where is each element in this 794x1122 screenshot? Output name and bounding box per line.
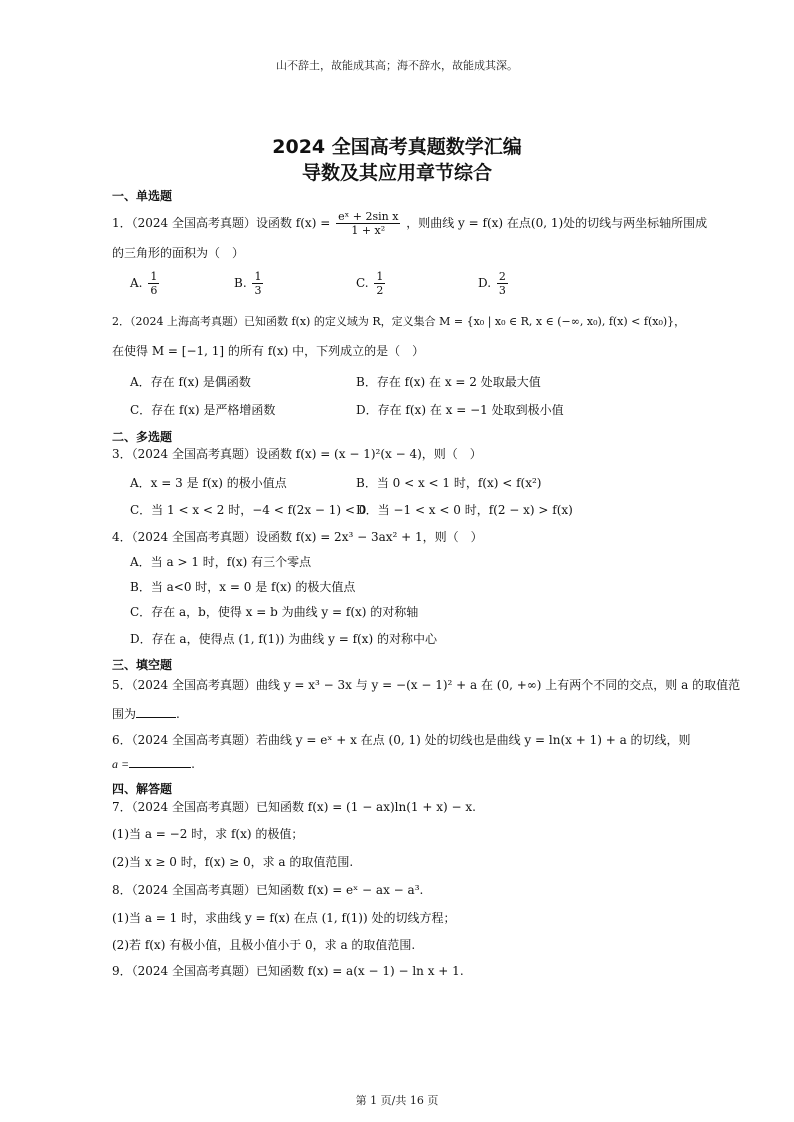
section-heading-fill-blank: 三、填空题 xyxy=(112,658,173,672)
question-1-option-c: C. $\frac{1}{2}$ xyxy=(356,270,384,297)
question-2-stem-cont: 在使得 M = [−1, 1] 的所有 f(x) 中，下列成立的是（ ） xyxy=(112,344,425,358)
question-4-option-a: A．当 a > 1 时，f(x) 有三个零点 xyxy=(130,555,312,569)
question-1-option-b: B. $\frac{1}{3}$ xyxy=(234,270,262,297)
question-1-option-a: A. $\frac{1}{6}$ xyxy=(130,270,158,297)
question-7-part-1: (1)当 a = −2 时，求 f(x) 的极值； xyxy=(112,827,304,841)
question-1-stem: 1．（2024 全国高考真题）设函数 f(x) = $\frac{\text{eˣ + 2sin x}}{\text{1 + x²}}$ ，则曲线 y = f(x) 在点(0, 1)处的切线与两坐标轴所围成 xyxy=(112,210,708,237)
question-3-option-c: C．当 1 < x < 2 时，−4 < f(2x − 1) < 0 xyxy=(130,503,367,517)
question-1-option-d: D. $\frac{2}{3}$ xyxy=(478,270,506,297)
question-6-stem-cont: a = . xyxy=(112,757,195,771)
question-4-option-b: B．当 a<0 时，x = 0 是 f(x) 的极大值点 xyxy=(130,580,356,594)
question-8-part-1: (1)当 a = 1 时，求曲线 y = f(x) 在点 (1, f(1)) 处的切线方程； xyxy=(112,911,456,925)
doc-subtitle: 导数及其应用章节综合 xyxy=(301,162,492,184)
question-1-stem-cont: 的三角形的面积为（ ） xyxy=(112,246,245,260)
question-2-option-a: A．存在 f(x) 是偶函数 xyxy=(130,375,251,389)
answer-blank[interactable] xyxy=(129,757,191,768)
question-3-option-a: A．x = 3 是 f(x) 的极小值点 xyxy=(130,476,287,490)
page-header-motto: 山不辞土，故能成其高；海不辞水，故能成其深。 xyxy=(276,59,518,72)
question-9-stem: 9．（2024 全国高考真题）已知函数 f(x) = a(x − 1) − ln x + 1. xyxy=(112,964,464,978)
question-7-stem: 7．（2024 全国高考真题）已知函数 f(x) = (1 − ax)ln(1 + x) − x. xyxy=(112,800,476,814)
question-4-option-c: C．存在 a，b，使得 x = b 为曲线 y = f(x) 的对称轴 xyxy=(130,605,419,619)
question-3-option-b: B．当 0 < x < 1 时，f(x) < f(x²) xyxy=(356,476,542,490)
doc-title: 2024 全国高考真题数学汇编 xyxy=(272,136,522,158)
section-heading-multi-choice: 二、多选题 xyxy=(112,430,173,444)
question-2-stem: 2．（2024 上海高考真题）已知函数 f(x) 的定义域为 R，定义集合 M = {x₀ | x₀ ∈ R, x ∈ (−∞, x₀), f(x) < f(x₀)}， xyxy=(112,315,686,328)
section-heading-single-choice: 一、单选题 xyxy=(112,189,173,203)
question-5-stem-cont: 围为 . xyxy=(112,707,180,721)
question-2-option-c: C．存在 f(x) 是严格增函数 xyxy=(130,403,276,417)
section-heading-solution: 四、解答题 xyxy=(112,782,173,796)
question-1-fraction: $\frac{\text{eˣ + 2sin x}}{\text{1 + x²}}$ xyxy=(338,210,399,237)
question-6-stem: 6．（2024 全国高考真题）若曲线 y = eˣ + x 在点 (0, 1) 处的切线也是曲线 y = ln(x + 1) + a 的切线，则 xyxy=(112,733,691,747)
question-8-part-2: (2)若 f(x) 有极小值，且极小值小于 0，求 a 的取值范围. xyxy=(112,938,416,952)
question-3-option-d: D．当 −1 < x < 0 时，f(2 − x) > f(x) xyxy=(356,503,573,517)
question-7-part-2: (2)当 x ≥ 0 时，f(x) ≥ 0，求 a 的取值范围. xyxy=(112,855,354,869)
question-2-option-d: D．存在 f(x) 在 x = −1 处取到极小值 xyxy=(356,403,564,417)
question-4-option-d: D．存在 a，使得点 (1, f(1)) 为曲线 y = f(x) 的对称中心 xyxy=(130,632,437,646)
question-2-option-b: B．存在 f(x) 在 x = 2 处取最大值 xyxy=(356,375,541,389)
question-4-stem: 4．（2024 全国高考真题）设函数 f(x) = 2x³ − 3ax² + 1，则（ ） xyxy=(112,530,483,544)
question-3-stem: 3．（2024 全国高考真题）设函数 f(x) = (x − 1)²(x − 4)，则（ ） xyxy=(112,447,482,461)
answer-blank[interactable] xyxy=(136,707,176,718)
page-footer-number: 第 1 页/共 16 页 xyxy=(355,1094,439,1107)
question-5-stem: 5．（2024 全国高考真题）曲线 y = x³ − 3x 与 y = −(x − 1)² + a 在 (0, +∞) 上有两个不同的交点，则 a 的取值范 xyxy=(112,678,741,692)
question-8-stem: 8．（2024 全国高考真题）已知函数 f(x) = eˣ − ax − a³. xyxy=(112,883,424,897)
